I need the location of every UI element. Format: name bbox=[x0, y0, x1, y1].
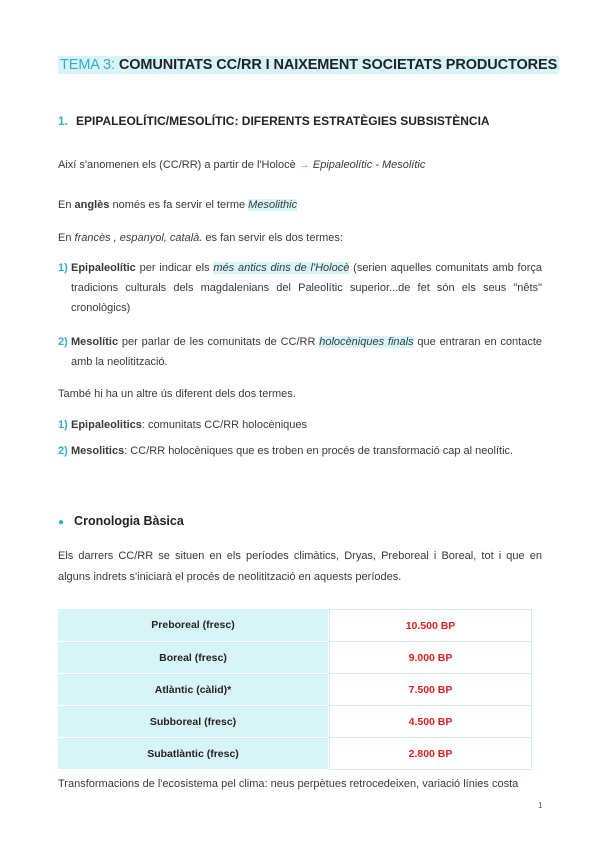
paragraph-ecosystem: Transformacions de l'ecosistema pel clima: neus perpètues retrocedeixen, variació línies costa bbox=[58, 778, 519, 790]
list-text: per indicar els bbox=[139, 262, 210, 274]
list-highlight: més antics dins de l'Holocè bbox=[213, 262, 350, 274]
table-row bbox=[58, 674, 532, 706]
table-period: Subboreal (fresc) bbox=[58, 706, 329, 738]
paragraph-other-use: També hi ha un altre ús diferent dels dos termes. bbox=[58, 388, 296, 400]
table-period: Boreal (fresc) bbox=[58, 642, 329, 674]
list-number: 1) bbox=[58, 262, 68, 274]
title-topic-number: TEMA 3: bbox=[60, 57, 115, 73]
table-date: 10.500 BP bbox=[329, 609, 532, 642]
paragraph-english bbox=[58, 195, 297, 216]
list-item bbox=[58, 332, 542, 372]
p3-text-b: En bbox=[58, 232, 72, 244]
list-item bbox=[58, 441, 542, 461]
table-row bbox=[58, 706, 532, 738]
table-row bbox=[58, 609, 532, 642]
list-text: : CC/RR holocèniques que es troben en procés de transformació cap al neolític. bbox=[124, 445, 514, 457]
paragraph-climate: Els darrers CC/RR se situen en els períodes climàtics, Dryas, Preboreal i Boreal, tot i que en alguns indrets s'iniciarà el procés de neolitització en aquests períodes. bbox=[58, 550, 542, 583]
table-date: 2.800 BP bbox=[329, 738, 532, 770]
p2-text-c: només es fa servir el terme bbox=[112, 199, 246, 211]
bullet-icon: ● bbox=[58, 517, 65, 528]
table-period: Atlàntic (càlid)* bbox=[58, 674, 329, 706]
list-number: 2) bbox=[58, 336, 68, 348]
section-heading-text: Cronologia Bàsica bbox=[74, 514, 184, 528]
p2-highlight: Mesolithic bbox=[248, 199, 298, 211]
table-row bbox=[58, 642, 532, 674]
list-term: Epipaleolític bbox=[71, 262, 136, 274]
list-text: : comunitats CC/RR holocèniques bbox=[141, 419, 307, 431]
p2-bold: anglès bbox=[74, 199, 110, 211]
p3-languages: francès , espanyol, català. bbox=[74, 232, 203, 244]
list-number: 2) bbox=[58, 445, 68, 457]
section-heading-text: EPIPALEOLÍTIC/MESOLÍTIC: DIFERENTS ESTRATÈGIES SUBSISTÈNCIA bbox=[76, 114, 490, 128]
list-term: Mesolític bbox=[71, 336, 119, 348]
paragraph-holocene bbox=[58, 155, 425, 176]
p1-text: Així s'anomenen els (CC/RR) a partir de l'Holocè bbox=[58, 159, 296, 171]
section-heading-2 bbox=[58, 514, 184, 528]
table-date: 4.500 BP bbox=[329, 706, 532, 738]
paragraph-languages bbox=[58, 228, 343, 249]
title-text: COMUNITATS CC/RR I NAIXEMENT SOCIETATS PRODUCTORES bbox=[118, 57, 558, 73]
list-item bbox=[58, 415, 542, 435]
chronology-table bbox=[58, 609, 532, 770]
list-item bbox=[58, 258, 542, 318]
table-period: Preboreal (fresc) bbox=[58, 609, 329, 642]
table-date: 7.500 BP bbox=[329, 674, 532, 706]
list-text: (serien aquelles comunitats amb força tradicions culturals dels magdalenians del Paleolític superior...de fet són els seus "nêts" cronològics) bbox=[71, 262, 543, 314]
section-number: 1. bbox=[58, 114, 69, 128]
p1-terms: Epipaleolític - Mesolític bbox=[312, 159, 426, 171]
list-number: 1) bbox=[58, 419, 68, 431]
list-text: per parlar de les comunitats de CC/RR bbox=[121, 336, 316, 348]
section-heading-1 bbox=[58, 114, 490, 128]
list-highlight: holocèniques finals bbox=[319, 336, 414, 348]
p3-text-c: es fan servir els dos termes: bbox=[205, 232, 343, 244]
page-title bbox=[58, 56, 559, 74]
table-period: Subatlàntic (fresc) bbox=[58, 738, 329, 770]
list-text: que entraran en contacte amb la neolitització. bbox=[71, 336, 542, 368]
page-number: 1 bbox=[538, 801, 543, 810]
table-row bbox=[58, 738, 532, 770]
p2-text-a: En bbox=[58, 199, 72, 211]
list-term: Epipaleolitics bbox=[71, 419, 142, 431]
arrow-icon: → bbox=[298, 159, 310, 171]
list-term: Mesolitics bbox=[71, 445, 125, 457]
table-date: 9.000 BP bbox=[329, 642, 532, 674]
